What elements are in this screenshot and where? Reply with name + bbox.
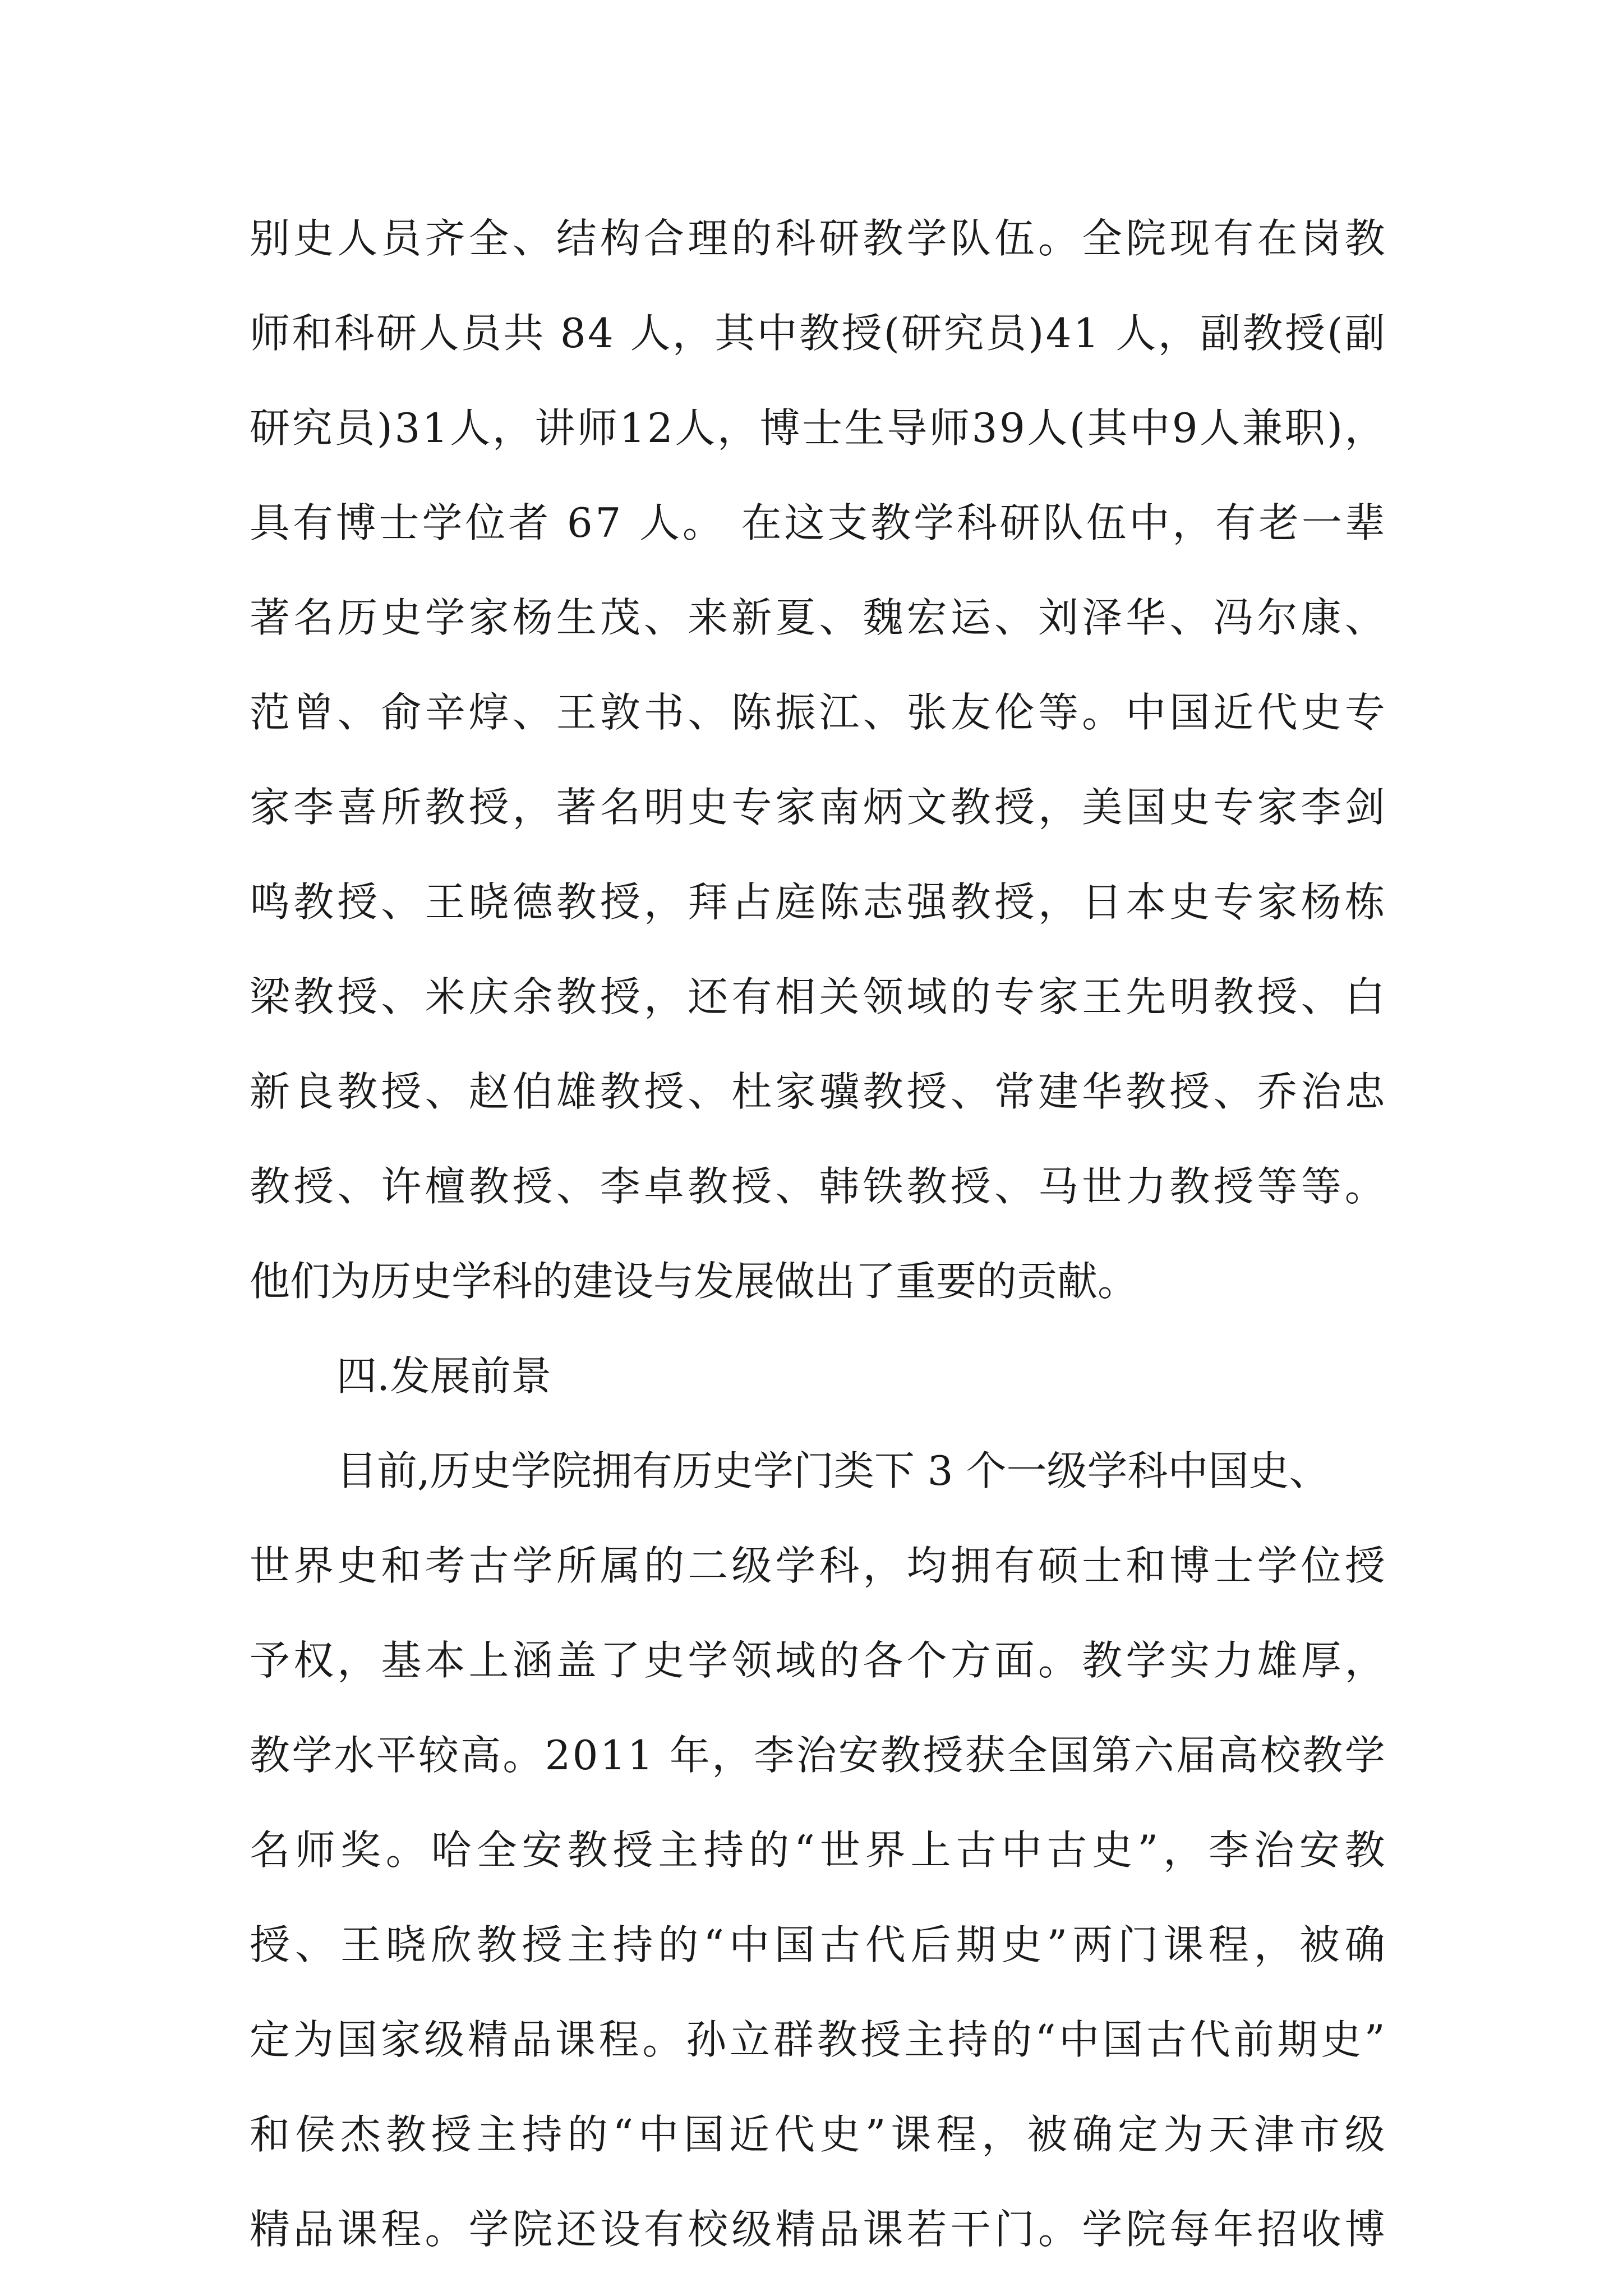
text-line: 他们为历史学科的建设与发展做出了重要的贡献。 — [250, 1258, 1138, 1305]
text-line: 和 侯 杰 教 授 主 持 的 “ 中 国 近 代 史 ” 课 程 ， 被 确 定 为 天 津 市 级 — [250, 2111, 1385, 2158]
text-line: 师 和 科 研 人 员 共 8 4 人 ， 其 中 教 授 ( 研 究 员 ) 4 1 人 ， 副 教 授 ( 副 — [250, 310, 1385, 357]
text-line: 梁 教 授 、 米 庆 余 教 授 ， 还 有 相 关 领 域 的 专 家 王 先 明 教 授 、 白 — [250, 973, 1385, 1020]
text-line: 定 为 国 家 级 精 品 课 程 。 孙 立 群 教 授 主 持 的 “ 中 国 古 代 前 期 史 ” — [250, 2016, 1385, 2063]
section-heading: 四.发展前景 — [336, 1352, 551, 1400]
text-line: 予 权 ， 基 本 上 涵 盖 了 史 学 领 域 的 各 个 方 面 。 教 学 实 力 雄 厚 ， — [250, 1637, 1385, 1684]
text-line: 范 曾 、 俞 辛 焞 、 王 敦 书 、 陈 振 江 、 张 友 伦 等 。 中 国 近 代 史 专 — [250, 689, 1385, 736]
text-line: 世 界 史 和 考 古 学 所 属 的 二 级 学 科 ， 均 拥 有 硕 士 和 博 士 学 位 授 — [250, 1542, 1385, 1589]
text-line: 别 史 人 员 齐 全 、 结 构 合 理 的 科 研 教 学 队 伍 。 全 院 现 有 在 岗 教 — [250, 215, 1385, 262]
text-line: 研 究 员 ) 3 1 人 ， 讲 师 1 2 人 ， 博 士 生 导 师 3 9 人 ( 其 中 9 人 兼 职 ) ， — [250, 404, 1385, 452]
text-line: 目前,历史学院拥有历史学门类下 3 个一级学科中国史、 — [336, 1447, 1330, 1494]
text-line: 名 师 奖 。 哈 全 安 教 授 主 持 的 “ 世 界 上 古 中 古 史 ” ， 李 治 安 教 — [250, 1826, 1385, 1874]
text-line: 授 、 王 晓 欣 教 授 主 持 的 “ 中 国 古 代 后 期 史 ” 两 门 课 程 ， 被 确 — [250, 1921, 1385, 1968]
text-line: 教 学 水 平 较 高 。 2 0 1 1 年 ， 李 治 安 教 授 获 全 国 第 六 届 高 校 教 学 — [250, 1732, 1385, 1779]
text-line: 精 品 课 程 。 学 院 还 设 有 校 级 精 品 课 若 干 门 。 学 院 每 年 招 收 博 — [250, 2206, 1385, 2253]
text-line: 教 授 、 许 檀 教 授 、 李 卓 教 授 、 韩 铁 教 授 、 马 世 力 教 授 等 等 。 — [250, 1163, 1385, 1210]
text-line: 具 有 博 士 学 位 者 6 7 人 。 在 这 支 教 学 科 研 队 伍 中 ， 有 老 一 辈 — [250, 499, 1385, 546]
text-line: 著 名 历 史 学 家 杨 生 茂 、 来 新 夏 、 魏 宏 运 、 刘 泽 华 、 冯 尔 康 、 — [250, 594, 1385, 641]
text-line: 鸣 教 授 、 王 晓 德 教 授 ， 拜 占 庭 陈 志 强 教 授 ， 日 本 史 专 家 杨 栋 — [250, 878, 1385, 926]
text-line: 家 李 喜 所 教 授 ， 著 名 明 史 专 家 南 炳 文 教 授 ， 美 国 史 专 家 李 剑 — [250, 784, 1385, 831]
text-line: 新 良 教 授 、 赵 伯 雄 教 授 、 杜 家 骥 教 授 、 常 建 华 教 授 、 乔 治 忠 — [250, 1068, 1385, 1115]
